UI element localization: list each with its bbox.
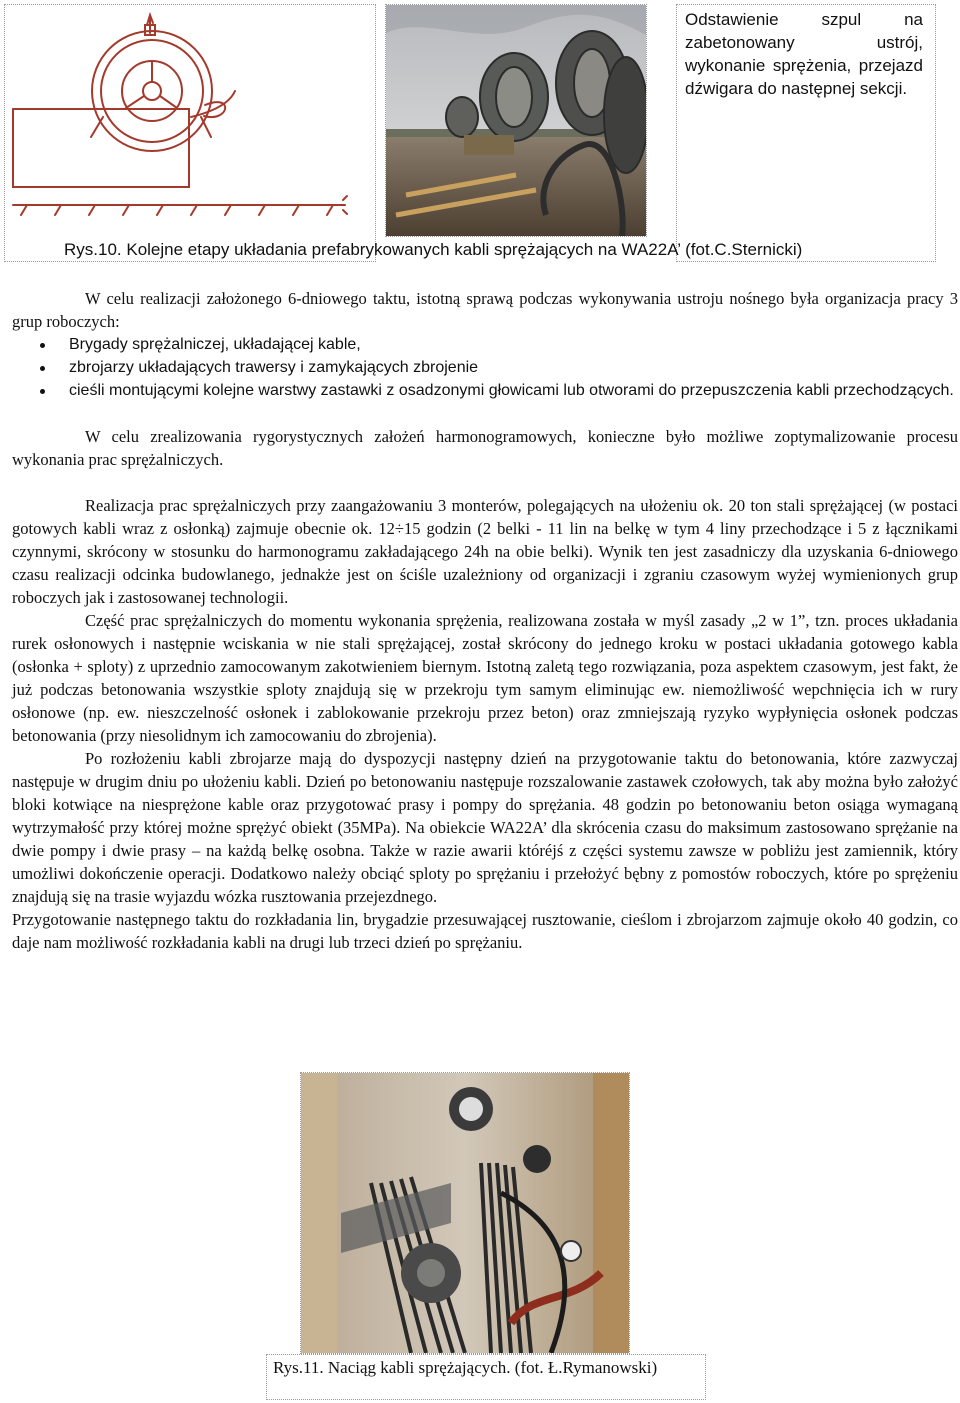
- bullet-icon: [40, 389, 45, 394]
- figure10-photo-frame: [385, 4, 647, 237]
- cable-tensioning-photo-icon: [301, 1073, 629, 1353]
- list-item: [12, 356, 958, 379]
- figure10-caption: Rys.10. Kolejne etapy układania prefabrykowanych kabli sprężających na WA22A’ (fot.C.Sternicki): [64, 240, 803, 259]
- paragraph-3: Realizacja prac sprężalniczych przy zaangażowaniu 3 monterów, polegających na ułożeniu ok. 20 ton stali sprężającej (w postaci gotowych kabli wraz z osłonką) zajmuje obecnie ok. 12÷15 godzin (2 belki - 11 lin na belkę w tym 4 liny przechodzące i 5 z łącznikami czynnymi, skrócony w stosunku do harmonogramu zakładającego 24h na obie belki). Wynik ten jest zasadniczy dla uzyskania 6-dniowego czasu realizacji odcinka budowlanego, jednakże jest on ściśle uzależniony od organizacji i zgraniu czasowym wyżej wymienionych grup roboczych jak i zastosowanej technologii.: [12, 496, 958, 607]
- body-text: [12, 287, 958, 954]
- reel-on-trolley-sketch-icon: [5, 5, 375, 261]
- list-item: [12, 333, 958, 356]
- list-item-text: cieśli montującymi kolejne warstwy zastawki z osadzonymi głowicami lub otworami do przepuszczenia kabli przechodzących.: [69, 382, 954, 399]
- paragraph-1: W celu realizacji założonego 6-dniowego taktu, istotną sprawą podczas wykonywania ustroju nośnego była organizacja pracy 3 grup roboczych:: [12, 289, 958, 331]
- work-groups-list: [12, 333, 958, 402]
- bullet-icon: [40, 343, 45, 348]
- figure11-caption-box: [266, 1354, 706, 1400]
- figure10-sketch-frame: [4, 4, 376, 262]
- paragraph-6: Przygotowanie następnego taktu do rozkładania lin, brygadzie przesuwającej rusztowanie, cieślom i zbrojarzom zajmuje około 40 godzin, co daje nam możliwość rozkładania kabli na drugi lub trzeci dzień po sprężaniu.: [12, 910, 958, 952]
- figure10-side-caption: Odstawienie szpul na zabetonowany ustrój, wykonanie sprężenia, przejazd dźwigara do następnej sekcji.: [685, 10, 923, 98]
- paragraph-5: Po rozłożeniu kabli zbrojarze mają do dyspozycji następny dzień na przygotowanie taktu do betonowania, które zazwyczaj następuje w drugim dniu po ułożeniu kabli. Dzień po betonowaniu następuje rozszalowanie zastawek czołowych, tak aby można było założyć bloki kotwiące na niesprężone kable oraz przygotować prasy i pompy do sprężania. 48 godzin po betonowaniu beton osiąga wymaganą wytrzymałość przy której możne sprężyć obiekt (35MPa). Na obiekcie WA22A’ dla skrócenia czasu do maksimum zastosowano sprężanie na dwie pompy i dwie prasy – na każdą belkę osobna. Także w razie awarii któréjś z części systemu zawsze w pobliżu jest zamiennik, który umożliwi dokończenie operacji. Dodatkowo należy obciąć sploty po sprężaniu i przełożyć bębny z pomostów roboczych, które po sprężeniu znajdują się na trasie wyjazdu wózka rusztowania przejezdnego.: [12, 749, 958, 906]
- list-item-text: Brygady sprężalniczej, układającej kable,: [69, 336, 361, 353]
- list-item-text: zbrojarzy układających trawersy i zamykających zbrojenie: [69, 359, 479, 376]
- figure11-photo-frame: [300, 1072, 630, 1354]
- paragraph-2: W celu zrealizowania rygorystycznych założeń harmonogramowych, konieczne było możliwe zoptymalizowanie procesu wykonania prac sprężalniczych.: [12, 427, 958, 469]
- figure11-caption: Rys.11. Naciąg kabli sprężających. (fot. Ł.Rymanowski): [273, 1358, 658, 1377]
- paragraph-4: Część prac sprężalniczych do momentu wykonania sprężenia, realizowana została w myśl zasady „2 w 1”, tzn. proces układania rurek osłonowych i następnie wciskania w nie stali sprężającej, został skrócony do jednego kroku w postaci układania gotowego kabla (osłonka + sploty) z uprzednio zamocowanym zakotwieniem biernym. Istotną zaletą tego rozwiązania, poza aspektem czasowym, jest fakt, że już podczas betonowania wszystkie sploty znajdują się w przekroju tym samym eliminując ew. niemożliwość wepchnięcia ich w rury osłonowe (np. ew. nieszczelność osłonek i zablokowanie przekroju przez beton) oraz zmniejszają ryzyko wypłynięcia osłonek podczas betonowania (przy niesolidnym ich zamocowaniu do zbrojenia).: [12, 611, 958, 745]
- bullet-icon: [40, 366, 45, 371]
- figure10-side-caption-box: [676, 4, 936, 262]
- list-item: [12, 379, 958, 402]
- cable-reels-photo-icon: [386, 5, 646, 236]
